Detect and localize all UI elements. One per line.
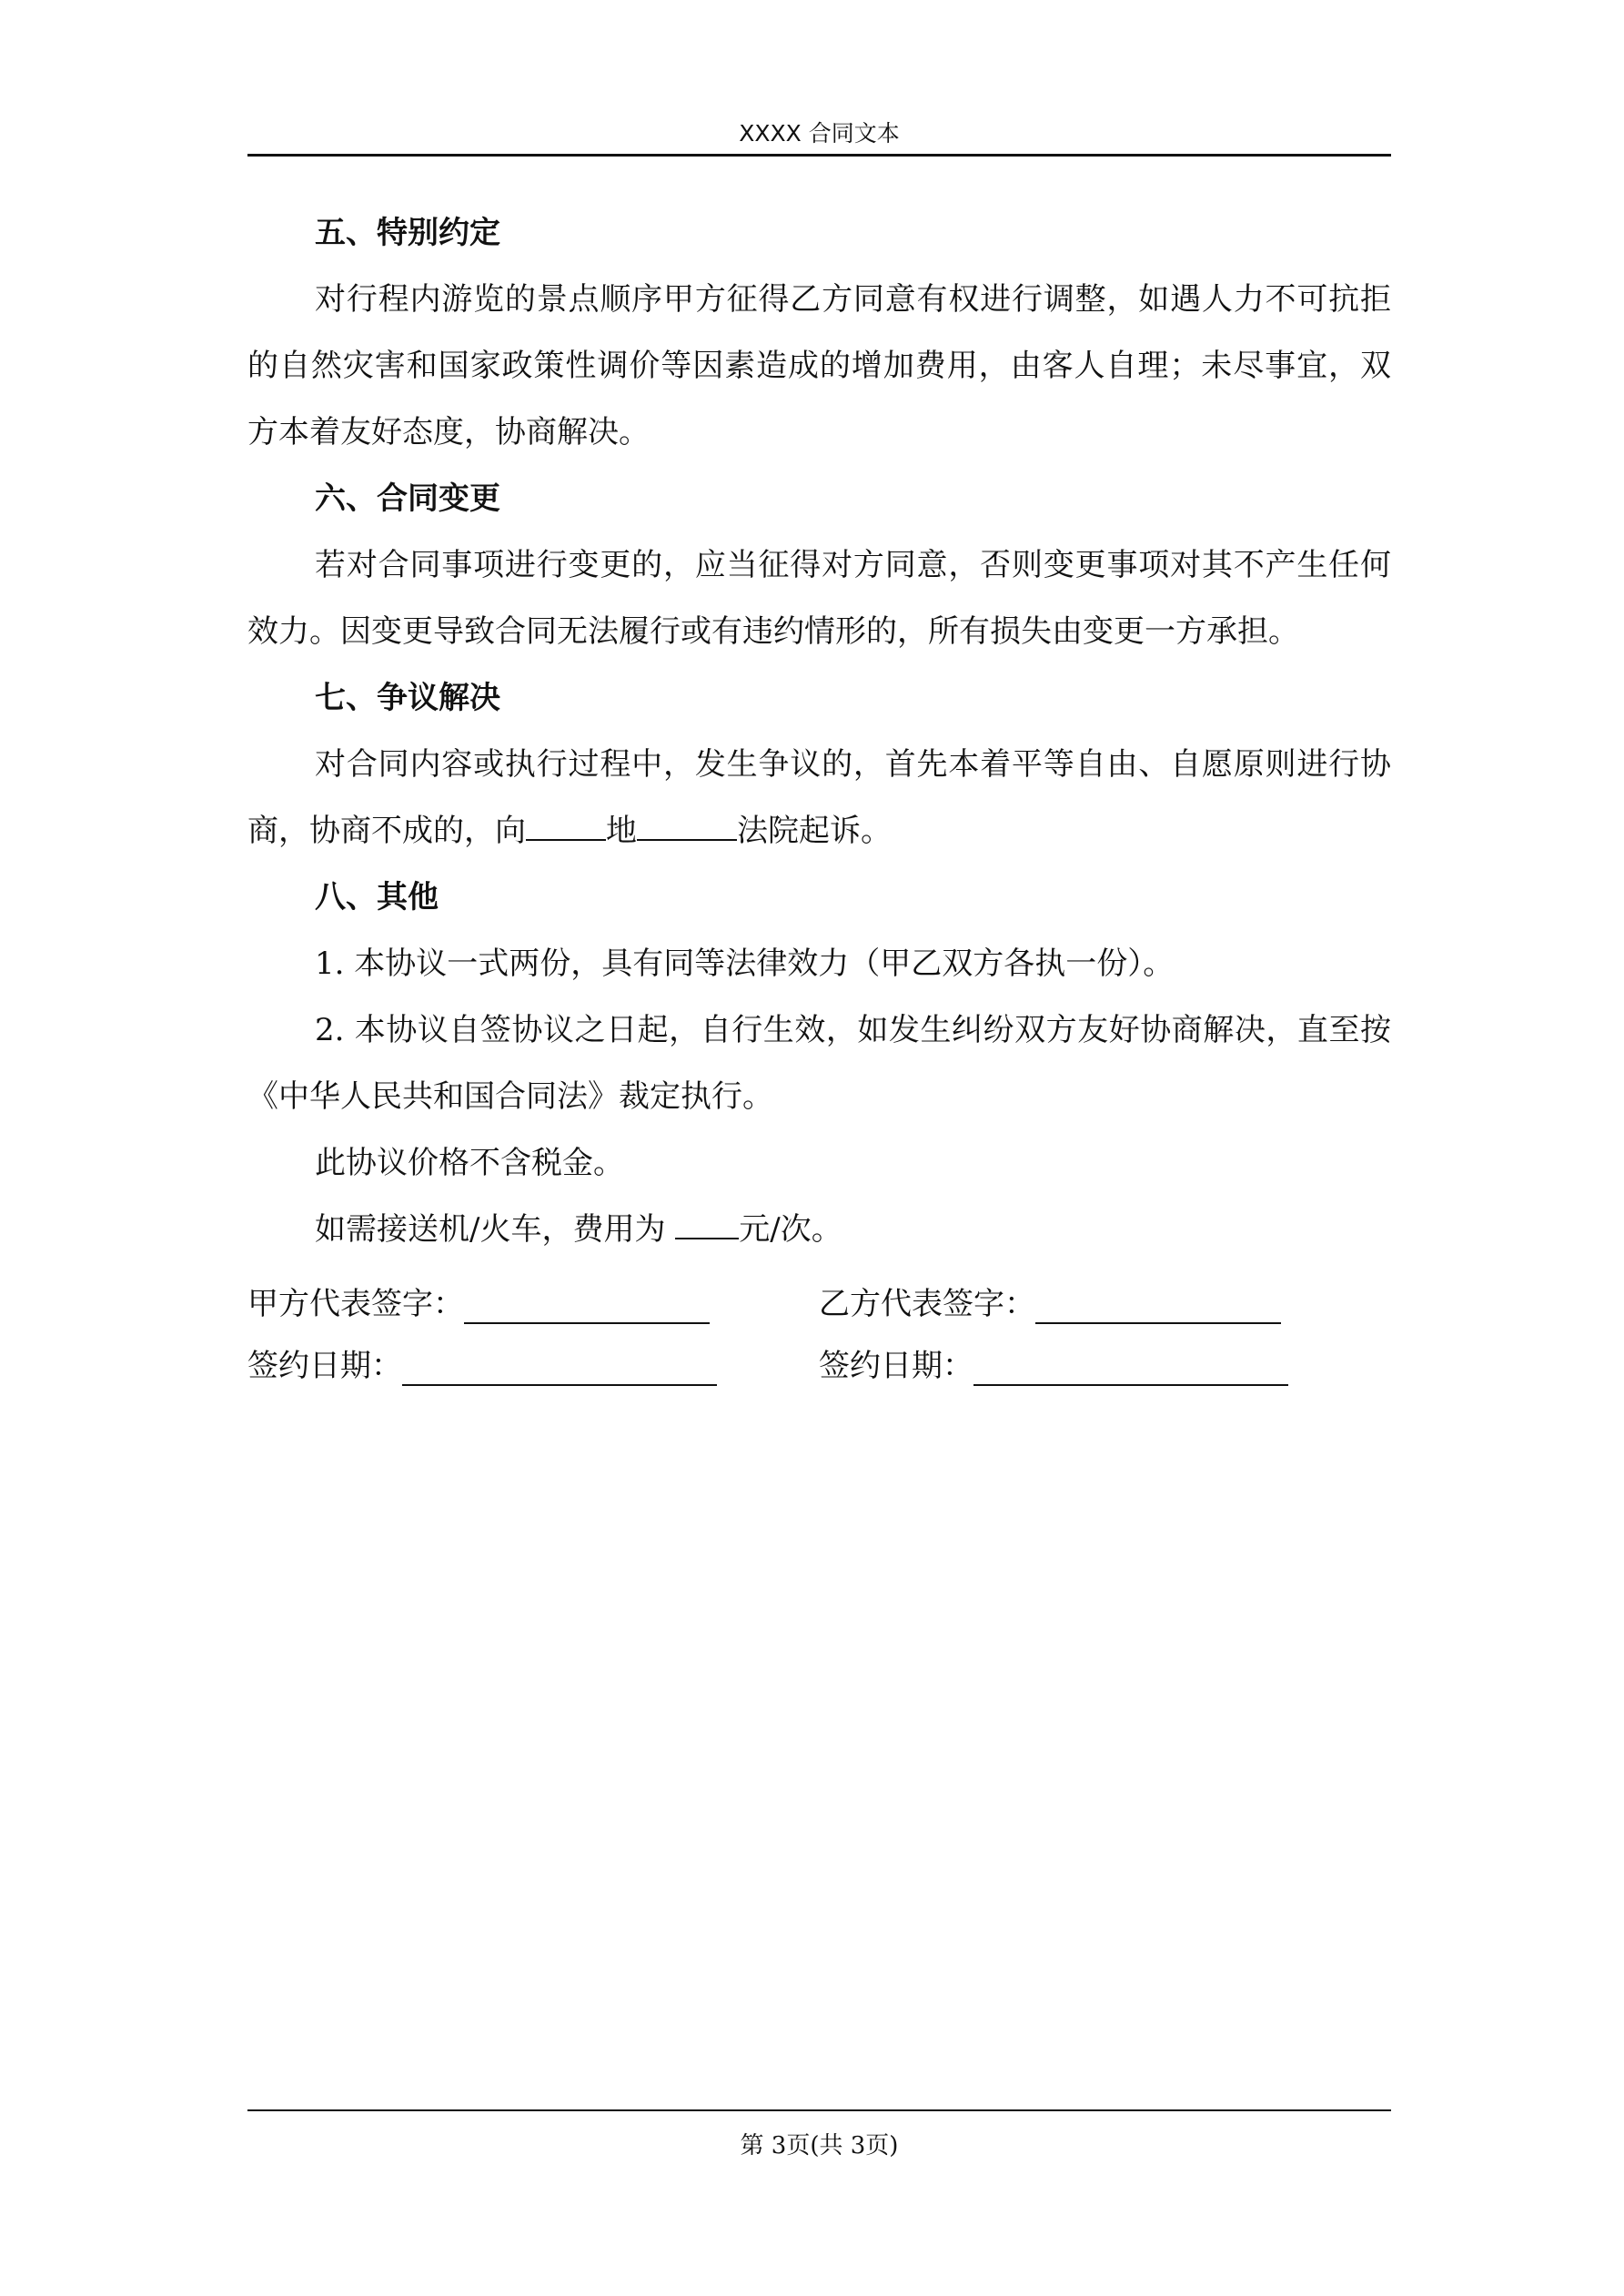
section-heading-change: 六、合同变更	[315, 480, 500, 517]
date-row	[247, 1346, 1391, 1386]
transfer-text-before: 如需接送机/火车，费用为	[315, 1211, 676, 1248]
court-name-blank[interactable]	[637, 812, 737, 841]
party-b-label: 乙方代表签字：	[819, 1286, 1035, 1322]
transfer-text-after: 元/次。	[739, 1211, 842, 1248]
dispute-text-middle: 地	[606, 813, 637, 849]
party-b-signature-line[interactable]	[1035, 1290, 1281, 1324]
dispute-text-before: 对合同内容或执行过程中，发生争议的，首先本着平等自由、自愿原则进行协商，协商不成的，向	[247, 746, 1391, 849]
header-title: XXXX 合同文本	[739, 120, 900, 147]
dispute-text-after: 法院起诉。	[737, 813, 892, 849]
section-heading-special: 五、特别约定	[315, 215, 500, 251]
page-number: 第 3页(共 3页)	[740, 2132, 899, 2159]
party-a-label: 甲方代表签字：	[247, 1286, 464, 1322]
party-a-date	[247, 1346, 717, 1386]
tax-note: 此协议价格不含税金。	[315, 1145, 624, 1181]
page-footer	[247, 2129, 1391, 2162]
footer-divider	[247, 2109, 1391, 2111]
transfer-fee-blank[interactable]	[675, 1210, 739, 1239]
signature-row	[247, 1284, 1391, 1324]
other-item-2: 2. 本协议自签协议之日起，自行生效，如发生纠纷双方友好协商解决，直至按《中华人民共和国合同法》裁定执行。	[247, 1012, 1391, 1115]
party-b-date	[819, 1346, 1288, 1386]
other-item-1: 1. 本协议一式两份，具有同等法律效力（甲乙双方各执一份）。	[315, 946, 1175, 982]
section-heading-other: 八、其他	[315, 879, 439, 915]
party-a-date-label: 签约日期：	[247, 1348, 402, 1384]
transfer-fee	[247, 1197, 1391, 1263]
party-a-signature	[247, 1284, 710, 1324]
page-header	[247, 114, 1391, 157]
section-text-dispute	[247, 732, 1391, 865]
party-b-signature	[819, 1284, 1281, 1324]
section-text-special: 对行程内游览的景点顺序甲方征得乙方同意有权进行调整，如遇人力不可抗拒的自然灾害和国家政策性调价等因素造成的增加费用，由客人自理；未尽事宜，双方本着友好态度，协商解决。	[247, 281, 1391, 450]
party-a-date-line[interactable]	[402, 1351, 717, 1386]
party-b-date-label: 签约日期：	[819, 1348, 973, 1384]
document-body	[247, 200, 1391, 1263]
party-b-date-line[interactable]	[973, 1351, 1288, 1386]
party-a-signature-line[interactable]	[464, 1290, 710, 1324]
section-text-change: 若对合同事项进行变更的，应当征得对方同意，否则变更事项对其不产生任何效力。因变更导致合同无法履行或有违约情形的，所有损失由变更一方承担。	[247, 547, 1391, 650]
section-heading-dispute: 七、争议解决	[315, 680, 500, 716]
court-location-blank[interactable]	[526, 812, 606, 841]
